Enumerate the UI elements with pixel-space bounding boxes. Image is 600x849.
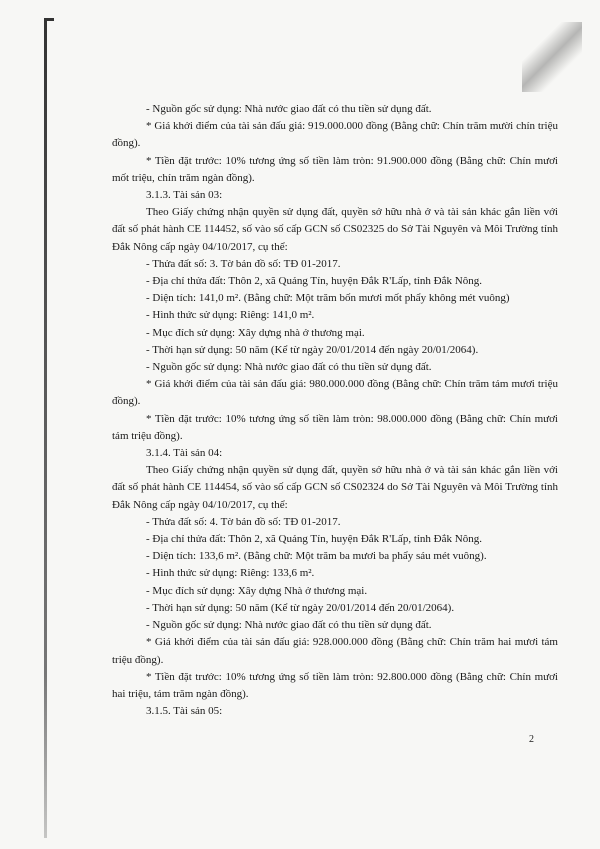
document-bullet: - Hình thức sử dụng: Riêng: 133,6 m². — [146, 567, 315, 580]
scan-border-top — [44, 18, 54, 21]
document-bullet: - Thửa đất số: 3. Tờ bản đồ số: TĐ 01-2017. — [146, 257, 341, 270]
document-heading: 3.1.3. Tài sản 03: — [146, 189, 223, 202]
document-bullet: - Nguồn gốc sử dụng: Nhà nước giao đất có thu tiền sử dụng đất. — [146, 103, 432, 115]
document-bullet: - Diện tích: 141,0 m². (Bằng chữ: Một trăm bốn mươi mốt phẩy không mét vuông) — [146, 292, 510, 305]
document-bullet: - Diện tích: 133,6 m². (Bằng chữ: Một trăm ba mươi ba phẩy sáu mét vuông). — [146, 550, 487, 563]
document-bullet: - Địa chỉ thửa đất: Thôn 2, xã Quảng Tín, huyện Đắk R'Lấp, tỉnh Đắk Nông. — [146, 533, 482, 546]
document-bullet: - Nguồn gốc sử dụng: Nhà nước giao đất có thu tiền sử dụng đất. — [146, 619, 432, 632]
document-heading: 3.1.4. Tài sản 04: — [146, 447, 223, 460]
document-bullet: - Hình thức sử dụng: Riêng: 141,0 m². — [146, 309, 315, 322]
document-star: * Tiền đặt trước: 10% tương ứng số tiền làm tròn: 91.900.000 đồng (Bằng chữ: Chín mươi mốt triệu, chín trăm ngàn đồng). — [112, 154, 558, 184]
document-star: * Giá khởi điểm của tài sản đấu giá: 919.000.000 đồng (Bằng chữ: Chín trăm mười chín triệu đồng). — [112, 120, 558, 150]
document-bullet: - Thửa đất số: 4. Tờ bản đồ số: TĐ 01-2017. — [146, 515, 341, 528]
scan-border-left — [44, 18, 47, 838]
page-number: 2 — [529, 734, 534, 745]
document-bullet: - Nguồn gốc sử dụng: Nhà nước giao đất có thu tiền sử dụng đất. — [146, 361, 432, 374]
document-star: * Giá khởi điểm của tài sản đấu giá: 980.000.000 đồng (Bằng chữ: Chín trăm tám mươi triệu đồng). — [112, 378, 558, 408]
scan-smudge — [522, 22, 582, 92]
document-bullet: - Mục đích sử dụng: Xây dựng nhà ở thương mại. — [146, 326, 365, 339]
document-star: * Giá khởi điểm của tài sản đấu giá: 928.000.000 đồng (Bằng chữ: Chín trăm hai mươi tám triệu đồng). — [112, 636, 558, 666]
document-para: Theo Giấy chứng nhận quyền sử dụng đất, quyền sở hữu nhà ở và tài sản khác gắn liền với đất số phát hành CE 114454, số vào số cấp GCN số CS02324 do Sở Tài Nguyên và Môi Trường tỉnh Đắk Nông cấp ngày 04/10/2017, cụ thể: — [112, 464, 558, 511]
document-star: * Tiền đặt trước: 10% tương ứng số tiền làm tròn: 92.800.000 đồng (Bằng chữ: Chín mươi hai triệu, tám trăm ngàn đồng). — [112, 670, 558, 700]
document-bullet: - Địa chỉ thửa đất: Thôn 2, xã Quảng Tín, huyện Đắk R'Lấp, tỉnh Đắk Nông. — [146, 275, 482, 288]
document-star: * Tiền đặt trước: 10% tương ứng số tiền làm tròn: 98.000.000 đồng (Bằng chữ: Chín mươi tám triệu đồng). — [112, 412, 558, 442]
document-bullet: - Thời hạn sử dụng: 50 năm (Kể từ ngày 20/01/2014 đến ngày 20/01/2064). — [146, 343, 479, 356]
document-bullet: - Thời hạn sử dụng: 50 năm (Kể từ ngày 20/01/2014 đến 20/01/2064). — [146, 601, 455, 614]
document-para: Theo Giấy chứng nhận quyền sử dụng đất, quyền sở hữu nhà ở và tài sản khác gắn liền với đất số phát hành CE 114452, số vào số cấp GCN số CS02325 do Sở Tài Nguyên và Môi Trường tỉnh Đắk Nông cấp ngày 04/10/2017, cụ thể: — [112, 206, 558, 253]
document-heading: 3.1.5. Tài sản 05: — [146, 705, 223, 718]
document-body — [112, 101, 558, 720]
document-bullet: - Mục đích sử dụng: Xây dựng Nhà ở thương mại. — [146, 584, 368, 597]
